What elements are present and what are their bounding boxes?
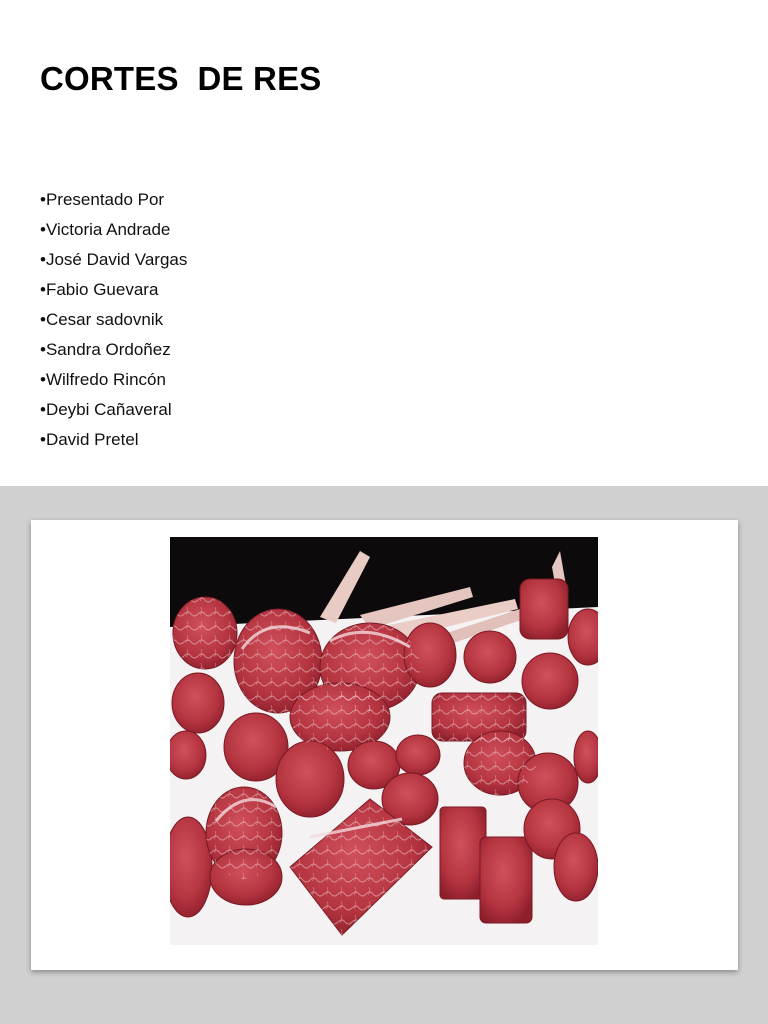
- list-item: • Presentado Por: [40, 185, 187, 215]
- list-item: • Victoria Andrade: [40, 215, 187, 245]
- list-item: • José David Vargas: [40, 245, 187, 275]
- slide-upper-area: [0, 0, 768, 486]
- meat-cuts-photo: [170, 537, 598, 945]
- list-item: • Deybi Cañaveral: [40, 395, 187, 425]
- presenter-list: [40, 185, 187, 455]
- list-item: • Sandra Ordoñez: [40, 335, 187, 365]
- slide-title: CORTES DE RES: [40, 60, 322, 97]
- list-item: • Wilfredo Rincón: [40, 365, 187, 395]
- list-item: • Cesar sadovnik: [40, 305, 187, 335]
- list-item: • David Pretel: [40, 425, 187, 455]
- list-item: • Fabio Guevara: [40, 275, 187, 305]
